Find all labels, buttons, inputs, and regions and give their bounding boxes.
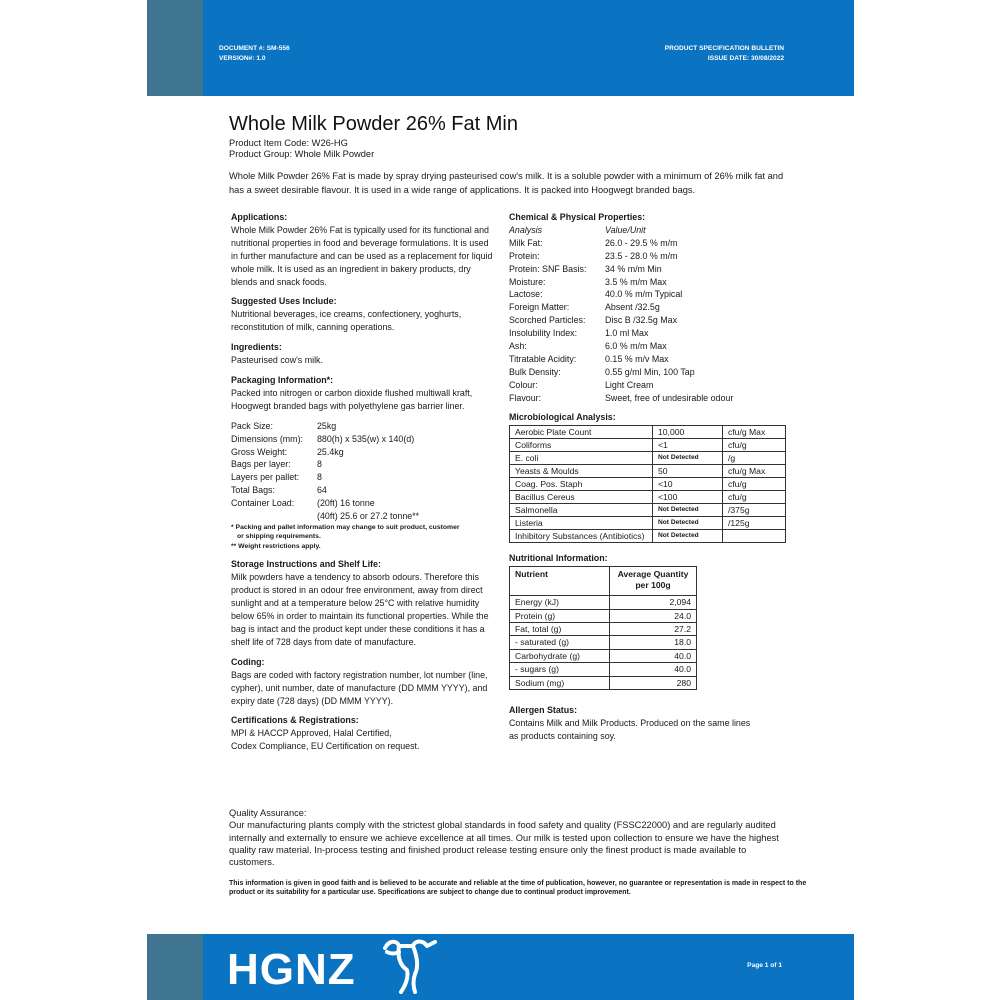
brand-logo: HGNZ <box>227 945 356 994</box>
suggested-uses-section <box>231 295 493 334</box>
ingredients-section <box>231 341 493 367</box>
table-row <box>510 530 786 543</box>
applications-section <box>231 211 493 288</box>
micro-result: Not Detected <box>653 530 723 543</box>
micro-result: 50 <box>653 464 723 477</box>
property-label: Titratable Acidity: <box>509 353 577 364</box>
nutrient-name: Energy (kJ) <box>510 596 610 609</box>
table-row <box>510 451 786 464</box>
quantity-col-header <box>610 567 697 596</box>
weight-note: ** Weight restrictions apply. <box>231 542 321 550</box>
footer-band <box>147 934 854 1000</box>
micro-table <box>509 425 786 544</box>
certifications-line: Codex Compliance, EU Certification on request. <box>231 741 420 752</box>
micro-test: Coag. Pos. Staph <box>510 477 653 490</box>
nutrient-name: Carbohydrate (g) <box>510 649 610 662</box>
table-row <box>510 649 697 662</box>
allergen-text: Contains Milk and Milk Products. Produced on the same lines as products containing soy. <box>509 718 751 741</box>
table-row <box>510 609 697 622</box>
table-row <box>510 663 697 676</box>
micro-test <box>510 530 653 543</box>
nutrient-value: 2,094 <box>610 596 697 609</box>
suggested-uses-heading: Suggested Uses Include: <box>231 296 337 307</box>
page-number: Page 1 of 1 <box>747 962 782 969</box>
nutrient-value: 27.2 <box>610 623 697 636</box>
property-label: Lactose: <box>509 289 543 300</box>
table-row <box>510 636 697 649</box>
table-row <box>510 425 786 438</box>
quality-text: Our manufacturing plants comply with the strictest global standards in food safety and quality (FSSC22000) and are regularly audited internally and externally to ensure we achieve excellence at all times. Our milk is tested upon collection to ensure we have the highest quality raw material. In-process testing and finished product release testing ensure only the finest product is made available to customers. <box>229 820 779 868</box>
page-title: Whole Milk Powder 26% Fat Min <box>229 113 518 135</box>
intro-text: Whole Milk Powder 26% Fat is made by spray drying pasteurised cow's milk. It is a soluble powder with a minimum of 26% milk fat and has a sweet desirable flavour. It is used in a wide range of applications. It is packed into Hoogwegt branded bags. <box>229 171 784 195</box>
ingredients-heading: Ingredients: <box>231 342 282 353</box>
suggested-uses-text: Nutritional beverages, ice creams, confectionery, yoghurts, reconstitution of milk, canning operations. <box>231 309 462 333</box>
table-row <box>510 464 786 477</box>
coding-heading: Coding: <box>231 656 265 667</box>
property-label: Protein: <box>509 250 540 261</box>
property-value: 3.5 % m/m Max <box>605 276 667 287</box>
micro-unit: cfu/g <box>723 490 786 503</box>
packaging-heading: Packaging Information*: <box>231 374 334 385</box>
table-row <box>510 490 786 503</box>
micro-test: Bacillus Cereus <box>510 490 653 503</box>
item-code: Product Item Code: W26-HG <box>229 138 348 148</box>
applications-heading: Applications: <box>231 212 288 222</box>
gross-weight-label: Gross Weight: <box>231 446 288 457</box>
certifications-section <box>231 714 493 753</box>
micro-unit <box>723 530 786 543</box>
container-load-label: Container Load: <box>231 498 295 509</box>
allergen-heading: Allergen Status: <box>509 705 578 716</box>
property-label: Milk Fat: <box>509 237 543 248</box>
micro-result: <100 <box>653 490 723 503</box>
header-stripe <box>147 0 203 96</box>
micro-unit: /375g <box>723 504 786 517</box>
pack-size-value: 25kg <box>317 420 337 431</box>
micro-unit: cfu/g <box>723 438 786 451</box>
nutrient-value: 280 <box>610 676 697 689</box>
nutrient-value: 40.0 <box>610 663 697 676</box>
nutrient-name: - saturated (g) <box>510 636 610 649</box>
spec-sheet <box>147 0 854 1000</box>
bags-per-layer-value: 8 <box>317 459 322 470</box>
property-value: 34 % m/m Min <box>605 263 662 274</box>
property-value: Light Cream <box>605 379 654 390</box>
dimensions-label: Dimensions (mm): <box>231 433 303 444</box>
property-value: 23.5 - 28.0 % m/m <box>605 250 678 261</box>
micro-unit: /125g <box>723 517 786 530</box>
property-label: Ash: <box>509 341 527 352</box>
property-value: Sweet, free of undesirable odour <box>605 392 734 403</box>
micro-result: Not Detected <box>653 504 723 517</box>
issue-date: ISSUE DATE: 30/08/2022 <box>707 55 784 62</box>
nutrient-name: Protein (g) <box>510 609 610 622</box>
header-band <box>147 0 854 96</box>
container-load-value: (20ft) 16 tonne <box>317 498 375 509</box>
nutrient-name: Fat, total (g) <box>510 623 610 636</box>
product-group: Product Group: Whole Milk Powder <box>229 149 375 159</box>
analysis-col-header: Analysis <box>509 224 543 235</box>
certifications-line: MPI & HACCP Approved, Halal Certified, <box>231 728 392 739</box>
micro-unit: cfu/g Max <box>723 464 786 477</box>
disclaimer: This information is given in good faith and is believed to be accurate and reliable at the time of publication, however, no guarantee or representation is made in respect to the product or its suitability for a particular use. Specifications are subject to change due to continual product improvement. <box>229 880 807 897</box>
micro-unit: /g <box>723 451 786 464</box>
nutrition-heading: Nutritional Information: <box>509 553 608 564</box>
property-label: Colour: <box>509 379 538 390</box>
micro-test: Aerobic Plate Count <box>510 425 653 438</box>
table-row <box>510 504 786 517</box>
property-label: Protein: SNF Basis: <box>509 263 587 274</box>
bulletin-info <box>665 44 784 64</box>
property-label: Flavour: <box>509 392 542 403</box>
dimensions-value: 880(h) x 535(w) x 140(d) <box>317 433 415 444</box>
document-number: DOCUMENT #: SM-556 <box>219 45 290 52</box>
bags-per-layer-label: Bags per layer: <box>231 459 291 470</box>
total-bags-value: 64 <box>317 485 327 496</box>
micro-result: 10,000 <box>653 425 723 438</box>
container-load-value-40ft: (40ft) 25.6 or 27.2 tonne** <box>317 511 420 522</box>
storage-section <box>231 558 493 648</box>
property-value: 0.55 g/ml Min, 100 Tap <box>605 366 695 377</box>
packaging-text: Packed into nitrogen or carbon dioxide flushed multiwall kraft, Hoogwegt branded bags with polyethylene gas barrier liner. <box>231 387 473 411</box>
property-value: 26.0 - 29.5 % m/m <box>605 237 678 248</box>
value-col-header: Value/Unit <box>605 224 646 235</box>
property-value: 0.15 % m/v Max <box>605 353 669 364</box>
property-value: 6.0 % m/m Max <box>605 341 667 352</box>
quantity-header-line1: Average Quantity <box>617 569 689 580</box>
applications-text: Whole Milk Powder 26% Fat is typically used for its functional and nutritional properties in food and beverage formulations. It is used in further manufacture and can be used as a replacement for liquid whole milk. It is used as an ingredient in bakery products, dry blends and snack foods. <box>231 224 493 287</box>
micro-test: E. coli <box>510 451 653 464</box>
micro-unit: cfu/g Max <box>723 425 786 438</box>
table-row <box>510 676 697 689</box>
gross-weight-value: 25.4kg <box>317 446 344 457</box>
micro-result: Not Detected <box>653 517 723 530</box>
quality-section <box>229 807 789 868</box>
nutrient-name: Sodium (mg) <box>510 676 610 689</box>
micro-result: <1 <box>653 438 723 451</box>
table-row <box>510 477 786 490</box>
micro-unit: cfu/g <box>723 477 786 490</box>
coding-section <box>231 656 493 708</box>
property-value: 40.0 % m/m Typical <box>605 289 683 300</box>
right-column <box>509 211 809 743</box>
nutrition-header-row <box>510 567 697 596</box>
packing-note-cont: or shipping requirements. <box>237 533 321 541</box>
micro-test: Yeasts & Moulds <box>510 464 653 477</box>
ingredients-text: Pasteurised cow's milk. <box>231 355 323 366</box>
micro-test: Salmonella <box>510 504 653 517</box>
cow-head-icon <box>379 936 439 994</box>
micro-test: Listeria <box>510 517 653 530</box>
property-value: Absent /32.5g <box>605 302 660 313</box>
nutrient-name: - sugars (g) <box>510 663 610 676</box>
table-row <box>510 596 697 609</box>
nutrient-col-header: Nutrient <box>510 567 610 596</box>
table-row <box>510 517 786 530</box>
micro-result: <10 <box>653 477 723 490</box>
micro-result: Not Detected <box>653 451 723 464</box>
storage-text: Milk powders have a tendency to absorb odours. Therefore this product is stored in an odour free environment, away from direct sunlight and at a temperature below 25°C with relative humidity below 65% in order to maintain its functional properties. While the bag is intact and the product kept under these conditions it has a shelf life of 728 days from date of manufacture. <box>231 572 489 647</box>
packaging-section <box>231 374 493 551</box>
allergen-section <box>509 704 759 743</box>
packing-note: * Packing and pallet information may change to suit product, customer <box>231 523 460 531</box>
micro-test: Coliforms <box>510 438 653 451</box>
chemical-heading: Chemical & Physical Properties: <box>509 212 646 222</box>
nutrient-value: 40.0 <box>610 649 697 662</box>
left-column <box>231 211 493 760</box>
property-label: Scorched Particles: <box>509 315 586 326</box>
property-label: Moisture: <box>509 276 546 287</box>
version-number: VERSION#: 1.0 <box>219 55 266 62</box>
doc-info <box>219 44 290 64</box>
property-label: Bulk Density: <box>509 366 561 377</box>
nutrient-value: 24.0 <box>610 609 697 622</box>
property-label: Foreign Matter: <box>509 302 570 313</box>
property-value: Disc B /32.5g Max <box>605 315 678 326</box>
quantity-header-line2: per 100g <box>635 580 671 591</box>
certifications-heading: Certifications & Registrations: <box>231 715 359 726</box>
quality-heading: Quality Assurance: <box>229 808 307 818</box>
storage-heading: Storage Instructions and Shelf Life: <box>231 559 381 570</box>
nutrition-table <box>509 566 697 690</box>
micro-heading: Microbiological Analysis: <box>509 411 616 422</box>
coding-text: Bags are coded with factory registration number, lot number (line, cypher), unit number, date of manufacture (DD MMM YYYY), and expiry date (728 days) (DD MMM YYYY). <box>231 669 488 706</box>
layers-per-pallet-value: 8 <box>317 472 322 483</box>
property-value: 1.0 ml Max <box>605 328 649 339</box>
table-row <box>510 623 697 636</box>
total-bags-label: Total Bags: <box>231 485 275 496</box>
footer-stripe <box>147 934 203 1000</box>
nutrient-value: 18.0 <box>610 636 697 649</box>
property-label: Insolubility Index: <box>509 328 578 339</box>
micro-test-qualifier: (Antibiotics) <box>599 531 645 542</box>
layers-per-pallet-label: Layers per pallet: <box>231 472 300 483</box>
micro-test-name: Inhibitory Substances <box>515 531 598 542</box>
table-row <box>510 438 786 451</box>
pack-size-label: Pack Size: <box>231 420 273 431</box>
bulletin-label: PRODUCT SPECIFICATION BULLETIN <box>664 45 784 52</box>
